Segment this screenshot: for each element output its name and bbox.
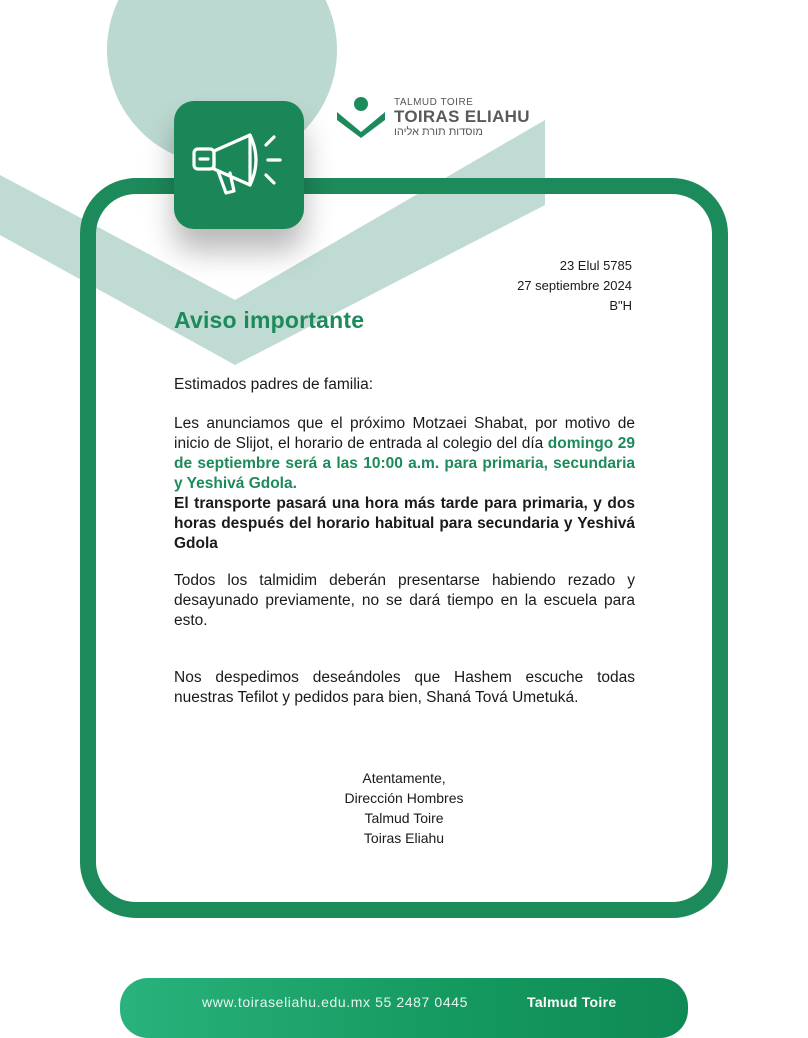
transport-note: El transporte pasará una hora más tarde para primaria, y dos horas después del horario habitual para secundaria y Yeshivá Gdola bbox=[174, 495, 635, 552]
gregorian-date: 27 septiembre 2024 bbox=[517, 278, 632, 293]
signature-line: Talmud Toire bbox=[364, 810, 444, 826]
logo-mark-icon bbox=[335, 96, 387, 138]
logo-name: TOIRAS ELIAHU bbox=[394, 107, 530, 126]
greeting: Estimados padres de familia: bbox=[174, 376, 374, 393]
notice-title: Aviso importante bbox=[174, 307, 365, 333]
announcement-tile bbox=[174, 101, 304, 229]
logo-subtitle: TALMUD TOIRE bbox=[394, 97, 474, 108]
date-block bbox=[517, 256, 632, 316]
schedule-highlight: domingo 29 de septiembre será a las 10:00 a.m. para primaria, secundaria y Yeshivá Gdola. bbox=[174, 435, 635, 492]
footer-brand: Talmud Toire bbox=[527, 994, 617, 1010]
signature-line: Atentamente, bbox=[362, 770, 446, 786]
logo-hebrew: מוסדות תורת אליהו bbox=[394, 126, 483, 138]
signature-block bbox=[304, 768, 504, 848]
footer-contact: www.toiraseliahu.edu.mx 55 2487 0445 bbox=[202, 994, 468, 1010]
signature-line: Toiras Eliahu bbox=[363, 830, 445, 846]
paragraph-prayer: Todos los talmidim deberán presentarse habiendo rezado y desayunado previamente, no se dará tiempo en la escuela para esto. bbox=[174, 572, 635, 629]
school-logo bbox=[335, 96, 535, 141]
paragraph-intro: Les anunciamos que el próximo Motzaei Shabat, por motivo de inicio de Slijot, el horario de entrada al colegio del día bbox=[174, 415, 635, 452]
paragraph-farewell: Nos despedimos deseándoles que Hashem escuche todas nuestras Tefilot y pedidos para bien, Shaná Tová Umetuká. bbox=[174, 669, 635, 706]
bh-mark: B"H bbox=[609, 298, 632, 313]
hebrew-date: 23 Elul 5785 bbox=[559, 258, 632, 273]
paragraph-schedule bbox=[174, 414, 635, 554]
footer-bar bbox=[120, 978, 688, 1038]
megaphone-icon bbox=[188, 123, 288, 203]
signature-line: Dirección Hombres bbox=[344, 790, 464, 806]
